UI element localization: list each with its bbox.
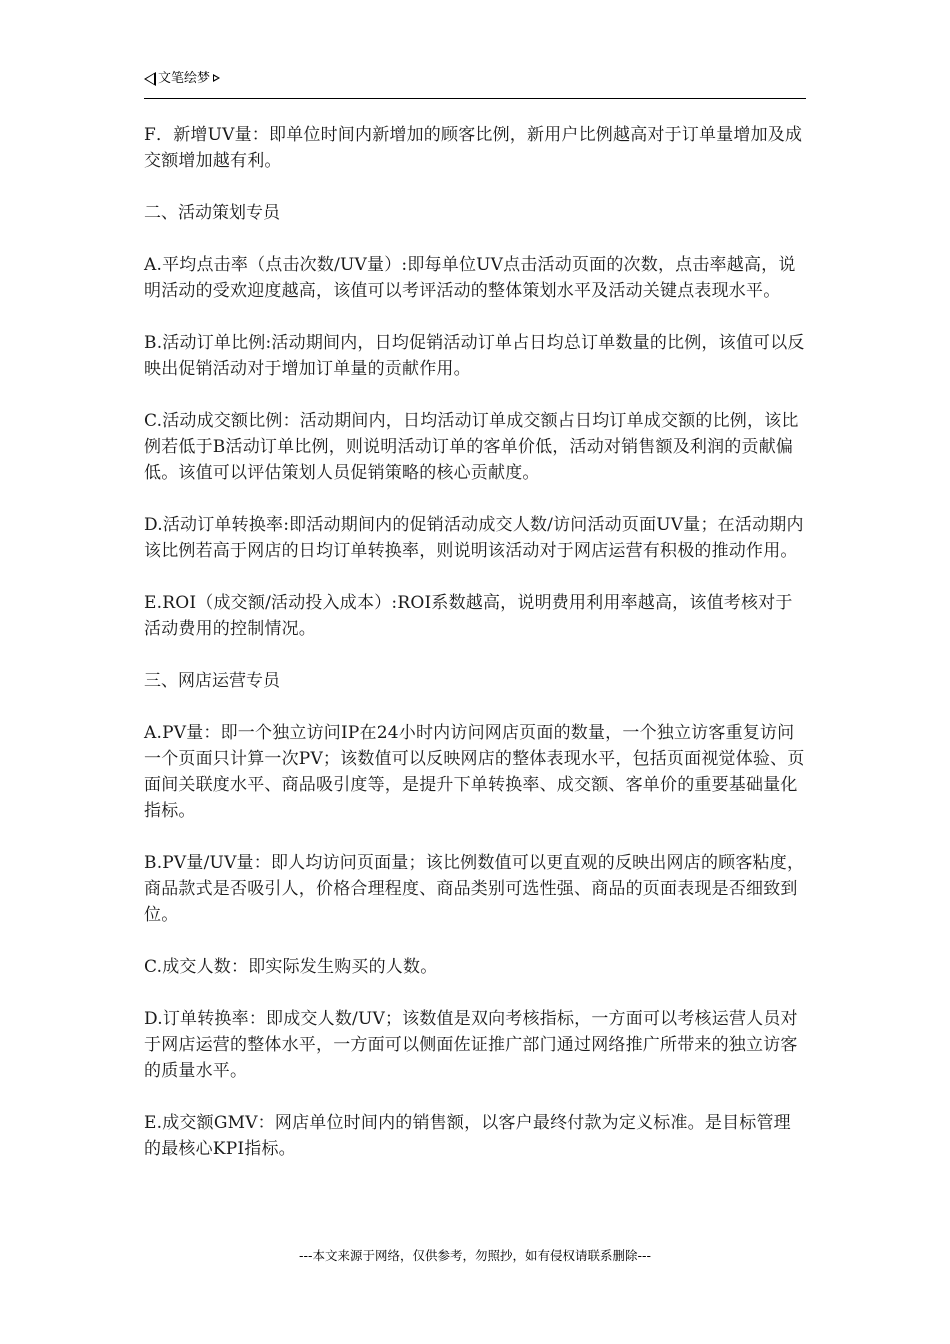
document-body <box>144 122 808 1188</box>
paragraph-activity-conversion: D.活动订单转换率:即活动期间内的促销活动成交人数/访问活动页面UV量；在活动期内该比例若高于网店的日均订单转换率，则说明该活动对于网店运营有积极的推动作用。 <box>144 515 804 561</box>
page-footer: ---本文来源于网络，仅供参考，勿照抄，如有侵权请联系删除--- <box>298 1248 652 1263</box>
section-heading-store-operator: 三、网店运营专员 <box>144 671 280 691</box>
paragraph-activity-sales-ratio: C.活动成交额比例：活动期间内，日均活动订单成交额占日均订单成交额的比例，该比例若低于B活动订单比例，则说明活动订单的客单价低，活动对销售额及利润的贡献偏低。该值可以评估策划人员促销策略的核心贡献度。 <box>144 411 799 483</box>
triangle-left-icon <box>144 72 156 86</box>
paragraph-roi: E.ROI（成交额/活动投入成本）:ROI系数越高，说明费用利用率越高，该值考核对于活动费用的控制情况。 <box>144 593 793 639</box>
paragraph-pv-uv: B.PV量/UV量：即人均访问页面量；该比例数值可以更直观的反映出网店的顾客粘度，商品款式是否吸引人，价格合理程度、商品类别可选性强、商品的页面表现是否细致到位。 <box>144 853 805 925</box>
triangle-right-icon <box>213 74 220 82</box>
paragraph-activity-order-ratio: B.活动订单比例:活动期间内，日均促销活动订单占日均总订单数量的比例，该值可以反映出促销活动对于增加订单量的贡献作用。 <box>144 333 805 379</box>
paragraph-order-conversion: D.订单转换率：即成交人数/UV；该数值是双向考核指标，一方面可以考核运营人员对于网店运营的整体水平，一方面可以侧面佐证推广部门通过网络推广所带来的独立访客的质量水平。 <box>144 1009 798 1081</box>
paragraph-avg-click-rate: A.平均点击率（点击次数/UV量）:即每单位UV点击活动页面的次数，点击率越高，说明活动的受欢迎度越高，该值可以考评活动的整体策划水平及活动关键点表现水平。 <box>144 255 796 301</box>
paragraph-buyers: C.成交人数：即实际发生购买的人数。 <box>144 957 438 977</box>
paragraph-new-uv: F．新增UV量：即单位时间内新增加的顾客比例，新用户比例越高对于订单量增加及成交额增加越有利。 <box>144 125 803 171</box>
section-heading-activity-planner: 二、活动策划专员 <box>144 203 280 223</box>
page-header <box>144 72 806 99</box>
paragraph-gmv: E.成交额GMV：网店单位时间内的销售额，以客户最终付款为定义标准。是目标管理的最核心KPI指标。 <box>144 1113 791 1159</box>
header-title: 文笔绘梦 <box>158 71 211 86</box>
paragraph-pv: A.PV量：即一个独立访问IP在24小时内访问网店页面的数量，一个独立访客重复访问一个页面只计算一次PV；该数值可以反映网店的整体表现水平，包括页面视觉体验、页面间关联度水平、商品吸引度等，是提升下单转换率、成交额、客单价的重要基础量化指标。 <box>144 723 805 821</box>
